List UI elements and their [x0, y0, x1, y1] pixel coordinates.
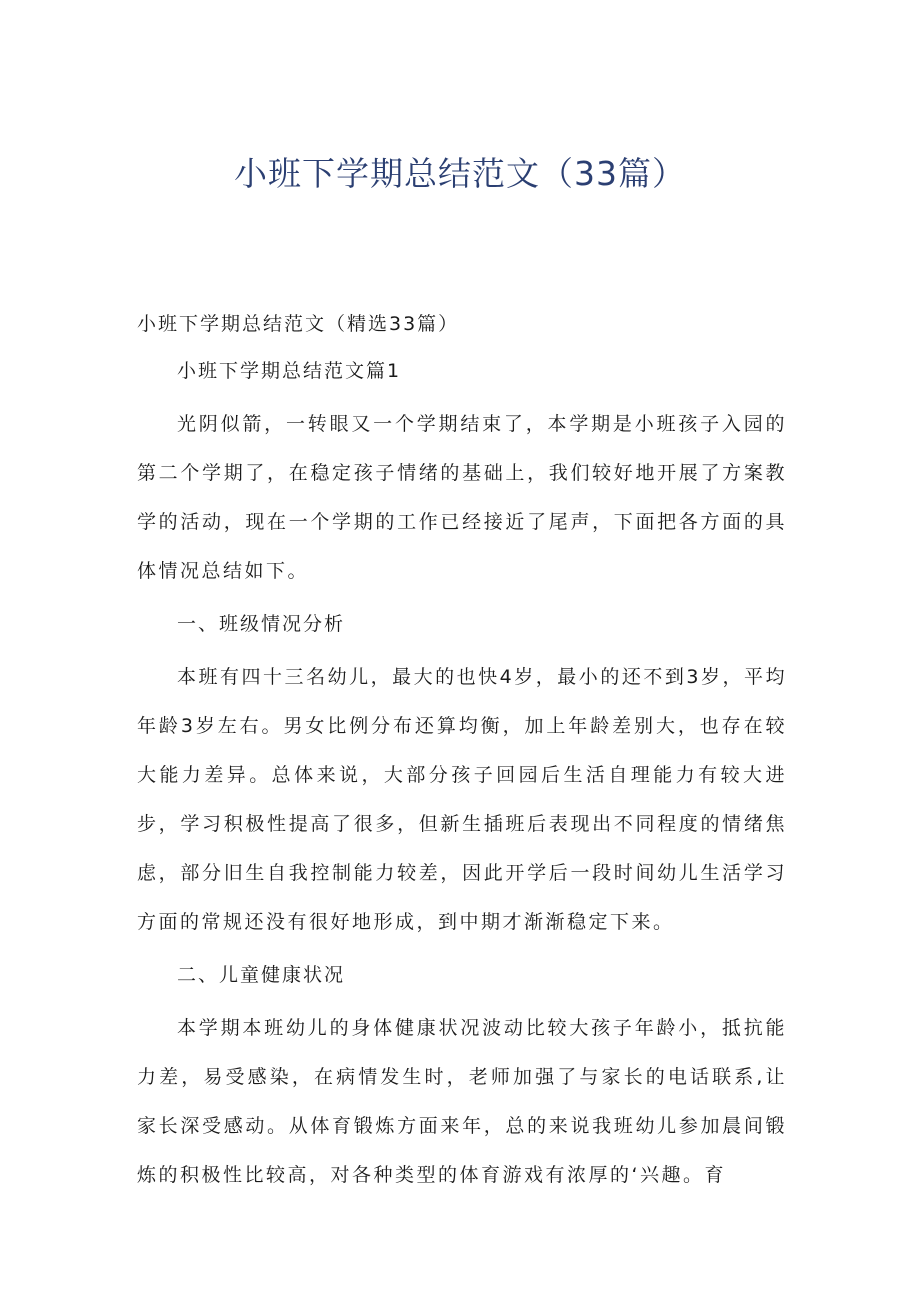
section-heading-health-status: 二、儿童健康状况: [177, 964, 346, 986]
document-subtitle: 小班下学期总结范文（精选33篇）: [137, 313, 460, 335]
health-status-paragraph: 本学期本班幼儿的身体健康状况波动比较大孩子年龄小，抵抗能力差，易受感染，在病情发生时，老师加强了与家长的电话联系,让家长深受感动。从体育锻炼方面来年，总的来说我班幼儿参加晨间锻炼的积极性比较高，对各种类型的体育游戏有浓厚的‘兴趣。育: [137, 1017, 787, 1186]
document-title: 小班下学期总结范文（33篇）: [234, 154, 686, 193]
document-body: [137, 306, 787, 1210]
section-heading-class-analysis: 一、班级情况分析: [177, 613, 346, 635]
article-heading: 小班下学期总结范文篇1: [177, 360, 402, 382]
intro-paragraph: 光阴似箭，一转眼又一个学期结束了，本学期是小班孩子入园的第二个学期了，在稳定孩子情绪的基础上，我们较好地开展了方案教学的活动，现在一个学期的工作已经接近了尾声，下面把各方面的具体情况总结如下。: [137, 413, 787, 582]
class-analysis-paragraph: 本班有四十三名幼儿，最大的也快4岁，最小的还不到3岁，平均年龄3岁左右。男女比例分布还算均衡，加上年龄差别大，也存在较大能力差异。总体来说，大部分孩子回园后生活自理能力有较大进步，学习积极性提高了很多，但新生插班后表现出不同程度的情绪焦虑，部分旧生自我控制能力较差，因此开学后一段时间幼儿生活学习方面的常规还没有很好地形成，到中期才渐渐稳定下来。: [137, 666, 787, 933]
